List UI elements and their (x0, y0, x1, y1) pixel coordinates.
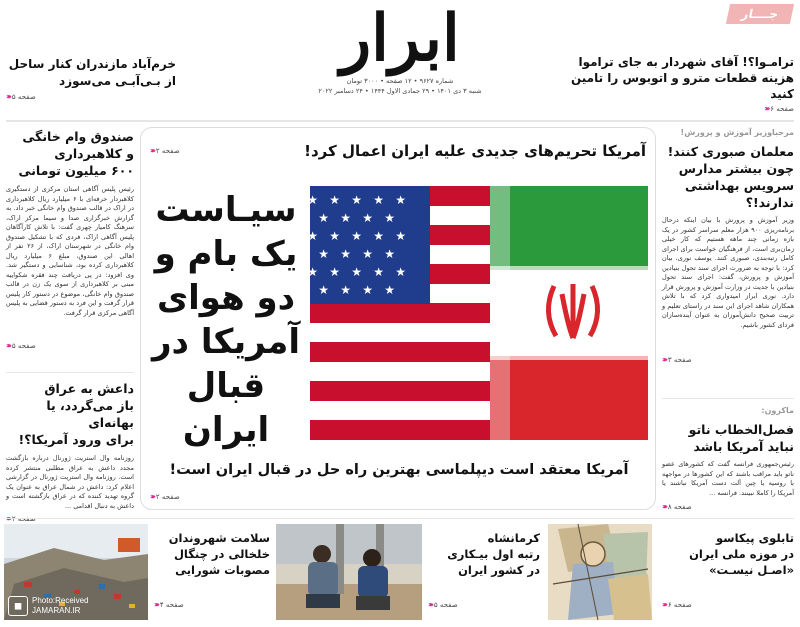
page-reference: صفحه ۵ ‹‹‹ (428, 600, 458, 609)
page-reference: صفحه ۵ ‹‹‹ (6, 341, 36, 350)
svg-text:★: ★ (384, 247, 395, 261)
svg-text:★: ★ (373, 265, 384, 279)
chevron-left-icon: ‹‹‹ (662, 355, 666, 364)
lead-top-page: صفحه ۲ ‹‹‹ (150, 146, 180, 155)
story-kicker: مرحباوزیر آموزش و پرورش! (680, 128, 794, 137)
svg-text:★: ★ (362, 211, 373, 225)
top-left-headline-2: از بـی‌آبـی می‌سوزد (59, 74, 176, 88)
story-kicker: ماکرون: (761, 406, 794, 415)
svg-text:★: ★ (329, 265, 340, 279)
svg-text:★: ★ (329, 229, 340, 243)
top-right-headline-2: هزینه قطعات مترو و اتوبوس را تامین کنید (570, 71, 794, 101)
top-left-headline-1: خرم‌آباد مازندران کنار ساحل (8, 57, 176, 71)
story-headline: صندوق وام خانگی و کلاهبرداری ۶۰۰ میلیون تومانی (18, 129, 134, 178)
photo-watermark (8, 596, 88, 616)
page-reference: صفحه ۶ ‹‹‹ (662, 600, 692, 609)
lead-big-headline-line-3: دو هوای (156, 278, 296, 318)
picasso-painting-image (548, 524, 652, 620)
chevron-left-icon: ‹‹‹ (150, 492, 154, 501)
us-iran-flags-image (307, 186, 648, 440)
lead-bottom-page: صفحه ۲ ‹‹‹ (150, 492, 180, 501)
column-divider (6, 372, 134, 373)
right-story-macron[interactable] (662, 406, 794, 511)
svg-text:★: ★ (329, 193, 340, 207)
lead-big-headline-line-2: یک بام و (154, 234, 298, 274)
page-reference: صفحه ۸ ‹‹‹ (662, 502, 692, 511)
story-headline: فصل‌الخطاب ناتو نباید آمریکا باشد (688, 422, 794, 454)
svg-text:★: ★ (395, 229, 406, 243)
story-body: رئیس پلیس آگاهی استان مرکزی از دستگیری کلاهبردار حرفه‌ای با ۶ میلیارد ریال کلاهبرداری در اراک در قالب صندوق وام خانگی خبر داد. به گزارش خبرگزاری صدا و سیما مرکز اراک، سرهنگ کامیار چهری گفت: با تلاش کارآگاهان پلیس آگاهی اراک، فردی که با تشکیل صندوق وام خانگی در شهرستان اراک، از ۲۶ نفر از اهالی این صندوق، مبلغ ۶ میلیارد ریال کلاهبرداری کرده بود، شناسایی و دستگیر شد. وی افزود: در پی دریافت چند فقره شکواییه مبنی بر کلاهبرداری از سوی یک زن در قالب صندوق وام خانگی، موضوع در دستور کار پلیس قرار گرفت و این فرد به دستور قضایی به پلیس آگاهی مرکزی قرار گرفت. (6, 185, 134, 317)
page-reference: صفحه ۳ ‹‹‹ (662, 355, 692, 364)
svg-text:★: ★ (351, 265, 362, 279)
landfill-photo (4, 524, 148, 620)
story-body: رئیس‌جمهوری فرانسه گفت که کشورهای عضو ناتو باید مراقب باشند که این کشورها در مواجهه با روسیه یا چین آلت دست آمریکا نباشند یا آمریکا را کاملا نبینند. فرانسه ... (662, 460, 794, 497)
svg-text:★: ★ (318, 211, 329, 225)
svg-text:★: ★ (318, 247, 329, 261)
svg-text:★: ★ (307, 229, 318, 243)
svg-text:★: ★ (340, 247, 351, 261)
chevron-left-icon: ‹‹‹ (662, 600, 666, 609)
column-divider (662, 398, 794, 399)
chevron-left-icon: ‹‹‹ (764, 104, 769, 113)
lead-big-headline[interactable] (150, 188, 302, 452)
svg-text:★: ★ (362, 283, 373, 297)
issue-line-1: شماره ۹۶۲۷ • ۱۲ صفحه • ۳۰۰۰ تومان (346, 77, 454, 85)
story-body: وزیر آموزش و پرورش با بیان اینکه درحال برنامه‌ریزی ۹۰۰ هزار معلم سراسر کشور در یک بازه زمانی چند ماهه هستیم که کار خیلی زمان‌بری است، از فرهنگیان خواست برای اجرای کامل رتبه‌بندی، صبوری کنند. یوسف نوری، بیان کرد: با توجه به ضرورت اجرای سند تحول بنیادین آموزش و پرورش، گفت: اجرای سند تحول بنیادین با جدیت در وزارت آموزش و پرورش قرار دارد. نوری ابراز امیدواری کرد که با تلاش همکاران شاهد اجرای این سند در راستای تعلیم و تربیت صحیح دانش‌آموزان به عنوان آینده‌سازان فردای کشور باشیم. (662, 216, 794, 329)
chevron-left-icon: ‹‹‹ (662, 502, 666, 511)
svg-text:★: ★ (351, 229, 362, 243)
story-headline: کرمانشاه رتبه اول بیـکاری در کشور ایران (447, 531, 540, 577)
svg-text:★: ★ (373, 229, 384, 243)
svg-text:★: ★ (384, 211, 395, 225)
svg-text:★: ★ (373, 193, 384, 207)
lead-big-headline-line-1: سیـاست (155, 190, 297, 230)
chevron-left-icon: ‹‹‹ (6, 92, 10, 101)
bottom-divider (6, 518, 794, 519)
chevron-left-icon: ‹‹‹ (428, 600, 432, 609)
watermark-line-2: JAMARAN.IR (32, 606, 81, 615)
lead-top-headline[interactable]: آمریکا تحریم‌های جدیدی علیه ایران اعمال کرد! (304, 142, 646, 160)
svg-text:★: ★ (384, 283, 395, 297)
lead-bottom-headline[interactable]: آمریکا معتقد است دیپلماسی بهترین راه حل در قبال ایران است! (169, 462, 629, 478)
svg-text:★: ★ (340, 211, 351, 225)
story-headline: داعش به عراق باز می‌گردد، یا بهانه‌ای برای ورود آمریکا؟! (18, 381, 134, 447)
svg-text:★: ★ (395, 265, 406, 279)
unemployment-photo (276, 524, 422, 620)
page-reference: صفحه ۵ ‹‹‹ (6, 92, 36, 101)
svg-text:★: ★ (351, 193, 362, 207)
story-headline: معلمان صبوری کنند! چون بیشتر مدارس سرویس بهداشتی ندارند!؟ (667, 144, 794, 210)
top-right-teaser[interactable] (548, 54, 794, 113)
jamaran-logo-icon: ◼ (8, 596, 28, 616)
masthead-logo: ابرار (340, 1, 460, 76)
top-right-headline-1: ترامـوا؟! آقای شهردار به جای تراموا (578, 55, 794, 69)
lead-big-headline-line-4: آمریکا در (151, 322, 301, 362)
top-left-teaser[interactable] (6, 56, 176, 101)
chevron-left-icon: ‹‹‹ (6, 341, 10, 350)
right-story-teachers[interactable] (662, 128, 794, 364)
left-story-isis[interactable] (6, 380, 134, 523)
chevron-left-icon: ‹‹‹ (150, 146, 154, 155)
bottom-story-kermanshah[interactable] (428, 530, 540, 609)
svg-text:★: ★ (362, 247, 373, 261)
issue-info (270, 76, 530, 96)
svg-text:★: ★ (318, 283, 329, 297)
svg-text:★: ★ (307, 265, 318, 279)
bottom-story-picasso[interactable] (662, 530, 794, 609)
bottom-story-khalkhal[interactable] (154, 530, 270, 609)
header-divider (6, 120, 794, 122)
watermark-line-1: Photo:Received (32, 596, 89, 605)
issue-line-2: شنبه ۳ دی ۱۴۰۱ • ۲۹ جمادی الاول ۱۴۴۴ • ۲۴ دسامبر ۲۰۲۲ (318, 87, 482, 95)
page-reference: صفحه ۶ ‹‹‹ (764, 104, 794, 113)
page-reference: صفحه ۴ ‹‹‹ (154, 600, 184, 609)
story-headline: سلامت شهروندان خلخالی در چنگال مصوبات شورایی (168, 531, 270, 577)
corner-stamp: جــــار (726, 4, 794, 24)
story-headline: تابلوی پیکاسو در موزه ملی ایران «اصـل نیسـت» (689, 531, 794, 577)
lead-big-headline-line-5: قبال ایران (182, 366, 270, 450)
left-story-loan-fund[interactable] (6, 128, 134, 350)
svg-text:★: ★ (340, 283, 351, 297)
story-body: روزنامه وال استریت ژورنال درباره بازگشت مجدد داعش به عراق مطلبی منتشر کرده است. روزنامه وال استریت ژورنال در گزارشی اعلام کرد: داعش در شمال عراق به عنوان یک گروه تهدید کننده که در عراق بازگشته است و داعش به دنبال اقدامی ... (6, 454, 134, 510)
svg-text:★: ★ (395, 193, 406, 207)
svg-text:★: ★ (307, 193, 318, 207)
chevron-left-icon: ‹‹‹ (154, 600, 158, 609)
